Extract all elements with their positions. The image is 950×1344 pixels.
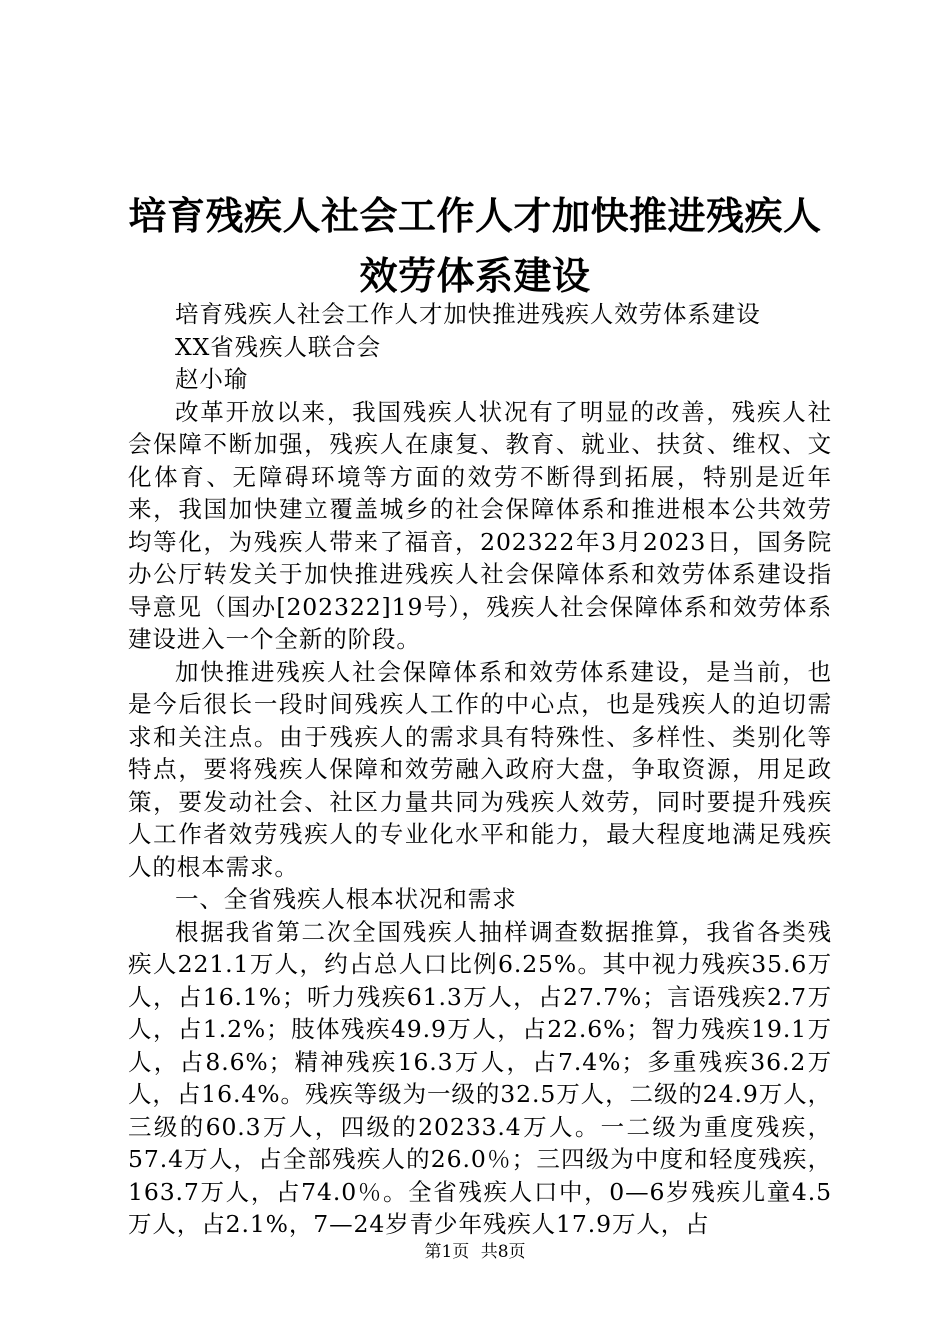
document-subtitle: 培育残疾人社会工作人才加快推进残疾人效劳体系建设: [175, 300, 761, 328]
section-heading: 一、全省残疾人根本状况和需求: [175, 885, 517, 913]
document-title: 培育残疾人社会工作人才加快推进残疾人效劳体系建设: [128, 193, 822, 298]
page-footer: [0, 1237, 950, 1262]
page-total: 共8页: [480, 1242, 526, 1262]
paragraph: 根据我省第二次全国残疾人抽样调查数据推算，我省各类残疾人221.1万人，约占总人口比例6.25%。其中视力残疾35.6万人，占16.1%；听力残疾61.3万人，占27.7%；言语残疾2.7万人，占1.2%；肢体残疾49.9万人，占22.6%；智力残疾19.1万人，占8.6%；精神残疾16.3万人，占7.4%；多重残疾36.2万人，占16.4%。残疾等级为一级的32.5万人，二级的24.9万人，三级的60.3万人，四级的20233.4万人。一二级为重度残疾，57.4万人，占全部残疾人的26.0％；三四级为中度和轻度残疾，163.7万人，占74.0％。全省残疾人口中，0—6岁残疾儿童4.5万人，占2.1%，7—24岁青少年残疾人17.9万人，占: [128, 917, 832, 1238]
author-line: 赵小瑜: [175, 365, 249, 393]
organization-line: XX省残疾人联合会: [175, 332, 382, 361]
paragraph: 改革开放以来，我国残疾人状况有了明显的改善，残疾人社会保障不断加强，残疾人在康复、教育、就业、扶贫、维权、文化体育、无障碍环境等方面的效劳不断得到拓展，特别是近年来，我国加快建立覆盖城乡的社会保障体系和推进根本公共效劳均等化，为残疾人带来了福音，202322年3月2023日，国务院办公厅转发关于加快推进残疾人社会保障体系和效劳体系建设指导意见（国办[202322]19号），残疾人社会保障体系和效劳体系建设进入一个全新的阶段。: [128, 397, 832, 653]
page-number: 第1页: [424, 1242, 470, 1262]
document-body: [128, 298, 832, 1241]
paragraph: 加快推进残疾人社会保障体系和效劳体系建设，是当前，也是今后很长一段时间残疾人工作的中心点，也是残疾人的迫切需求和关注点。由于残疾人的需求具有特殊性、多样性、类别化等特点，要将残疾人保障和效劳融入政府大盘，争取资源，用足政策，要发动社会、社区力量共同为残疾人效劳，同时要提升残疾人工作者效劳残疾人的专业化水平和能力，最大程度地满足残疾人的根本需求。: [128, 657, 832, 881]
